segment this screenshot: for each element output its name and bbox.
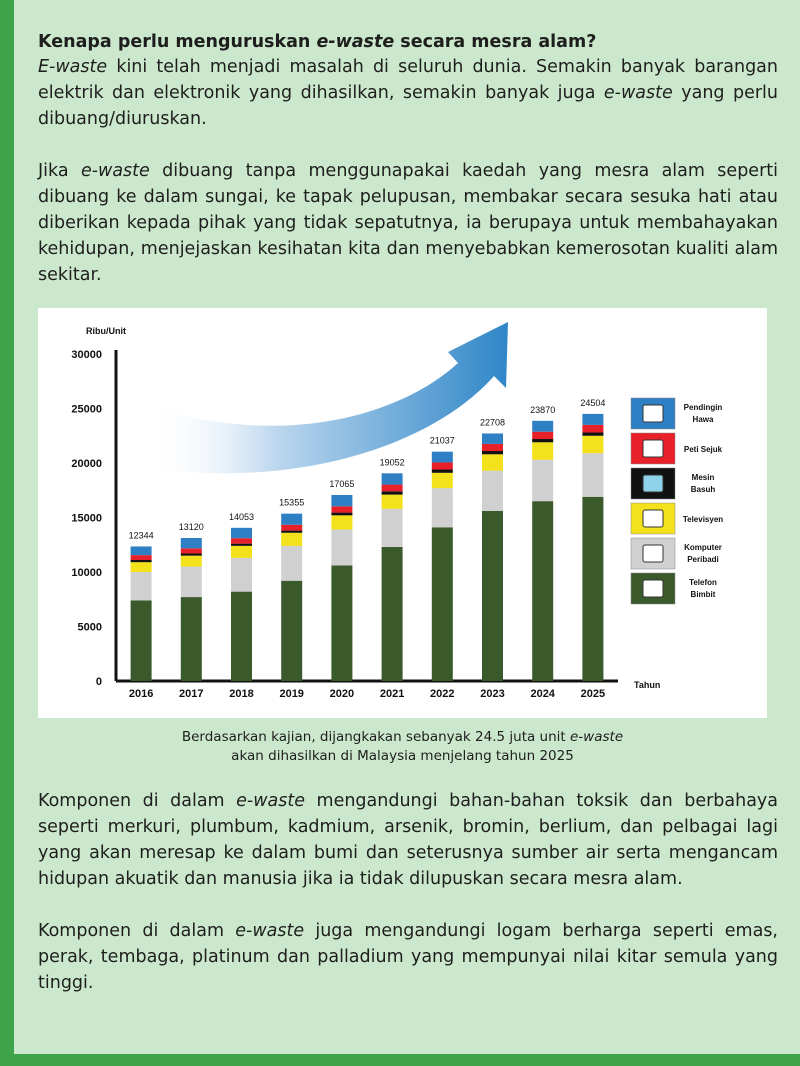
bar-segment xyxy=(482,444,503,451)
bar-segment xyxy=(231,544,252,546)
bar-total-label: 13120 xyxy=(178,521,204,532)
y-tick-label: 30000 xyxy=(71,349,102,361)
bar-segment xyxy=(532,421,553,432)
x-axis-label: Tahun xyxy=(634,680,661,690)
bar-segment xyxy=(181,567,202,598)
bar-segment xyxy=(331,529,352,565)
upper-text xyxy=(38,30,778,288)
bar-segment xyxy=(532,442,553,459)
bar-segment xyxy=(231,558,252,592)
bar-segment xyxy=(181,597,202,681)
legend-label: Peribadi xyxy=(687,555,719,564)
chart-caption: Berdasarkan kajian, dijangkakan sebanyak 24.5 juta unit e-waste akan dihasilkan di Malaysia menjelang tahun 2025 xyxy=(181,729,624,764)
bar-segment xyxy=(331,513,352,516)
left-accent-stripe xyxy=(0,0,14,1066)
bar-segment xyxy=(482,454,503,470)
bar-segment xyxy=(482,471,503,511)
bar-segment xyxy=(382,473,403,484)
legend-label: Bimbit xyxy=(690,590,716,599)
bar-segment xyxy=(482,451,503,454)
bar-total-label: 21037 xyxy=(429,435,455,446)
bar-segment xyxy=(281,533,302,546)
paragraph-2: Jika e-waste dibuang tanpa menggunapakai kaedah yang mesra alam seperti dibuang ke dalam sungai, ke tapak pelupusan, membakar secara sesuka hati atau diberikan kepada pihak yang tidak sepatutnya, ia berupaya untuk membahayakan kehidupan, menjejaskan kesihatan kita dan menyebabkan kemerosotan kualiti alam sekitar. xyxy=(38,161,778,285)
bar-segment xyxy=(582,436,603,453)
bar-segment xyxy=(331,506,352,512)
x-tick-label: 2017 xyxy=(179,688,204,700)
x-tick-label: 2019 xyxy=(279,688,304,700)
legend-label: Pendingin xyxy=(683,403,723,412)
bar-segment xyxy=(532,501,553,681)
bar-segment xyxy=(131,562,152,572)
bar-segment xyxy=(382,491,403,494)
bar-segment xyxy=(482,511,503,681)
bar-segment xyxy=(582,414,603,425)
bar-total-label: 24504 xyxy=(580,397,606,408)
bar-segment xyxy=(432,452,453,463)
legend-label: Komputer xyxy=(684,543,722,552)
legend-label: Mesin xyxy=(691,473,715,482)
page-heading: Kenapa perlu menguruskan e-waste secara mesra alam? xyxy=(38,32,597,52)
y-tick-label: 10000 xyxy=(71,567,102,579)
bar-segment xyxy=(482,433,503,443)
refrigerator-icon xyxy=(643,440,663,457)
bar-segment xyxy=(432,470,453,473)
bar-segment xyxy=(382,509,403,547)
bar-segment xyxy=(331,565,352,681)
y-tick-label: 5000 xyxy=(77,621,102,634)
bar-segment xyxy=(432,473,453,488)
bar-segment xyxy=(131,600,152,681)
bar-total-label: 22708 xyxy=(479,417,506,428)
x-tick-label: 2018 xyxy=(229,688,254,700)
bar-segment xyxy=(382,495,403,509)
bar-segment xyxy=(532,439,553,442)
paragraph-1: E-waste kini telah menjadi masalah di seluruh dunia. Semakin banyak barangan elektrik dan elektronik yang dihasilkan, semakin banyak juga e-waste yang perlu dibuang/diuruskan. xyxy=(38,57,778,129)
bar-segment xyxy=(382,485,403,492)
bar-segment xyxy=(281,546,302,581)
mobile-phone-icon xyxy=(643,580,663,597)
bar-segment xyxy=(432,488,453,527)
y-axis-label: Ribu/Unit xyxy=(86,326,126,336)
bar-segment xyxy=(281,514,302,525)
ewaste-chart xyxy=(38,308,767,718)
bar-total-label: 17065 xyxy=(329,478,355,489)
bar-segment xyxy=(331,515,352,529)
television-icon xyxy=(643,510,663,527)
bar-segment xyxy=(131,572,152,600)
laptop-icon xyxy=(643,545,663,562)
x-tick-label: 2020 xyxy=(329,688,355,700)
trend-arrow xyxy=(150,322,508,473)
paragraph-3: Komponen di dalam e-waste mengandungi bahan-bahan toksik dan berbahaya seperti merkuri, plumbum, kadmium, arsenik, bromin, berlium, dan pelbagai lagi yang akan meresap ke dalam bumi dan seterusnya sumber air serta mengancam hidupan akuatik dan manusia jika ia tidak dilupuskan secara mesra alam. xyxy=(38,791,779,889)
bar-segment xyxy=(131,555,152,560)
bar-segment xyxy=(231,592,252,681)
legend-label: Basuh xyxy=(690,485,716,494)
bar-segment xyxy=(582,432,603,435)
bar-segment xyxy=(582,453,603,497)
x-tick-label: 2016 xyxy=(128,688,154,700)
bar-total-label: 12344 xyxy=(128,530,154,541)
bar-segment xyxy=(432,462,453,469)
washing-machine-icon xyxy=(643,475,663,492)
legend-label: Telefon xyxy=(689,578,717,587)
legend-label: Peti Sejuk xyxy=(683,445,723,454)
bar-segment xyxy=(582,425,603,433)
bar-segment xyxy=(181,553,202,555)
bar-segment xyxy=(231,528,252,538)
bar-total-label: 15355 xyxy=(279,497,305,508)
lower-text xyxy=(38,788,778,996)
x-tick-label: 2025 xyxy=(580,688,606,700)
bar-segment xyxy=(281,531,302,533)
x-tick-label: 2023 xyxy=(480,688,505,700)
bar-segment xyxy=(281,581,302,681)
x-tick-label: 2021 xyxy=(379,688,405,700)
bar-segment xyxy=(532,432,553,439)
legend-label: Hawa xyxy=(692,415,714,424)
bar-segment xyxy=(131,546,152,555)
chart-svg xyxy=(38,308,767,718)
legend-label: Televisyen xyxy=(682,515,724,524)
bar-segment xyxy=(281,525,302,531)
bar-segment xyxy=(231,546,252,558)
bar-segment xyxy=(331,495,352,506)
y-tick-label: 15000 xyxy=(71,512,102,525)
bar-segment xyxy=(231,538,252,543)
air-conditioner-icon xyxy=(643,405,663,422)
bar-segment xyxy=(532,460,553,501)
bar-total-label: 19052 xyxy=(379,457,405,468)
bar-segment xyxy=(432,527,453,681)
x-tick-label: 2022 xyxy=(430,688,455,700)
bar-segment xyxy=(181,556,202,567)
bar-segment xyxy=(181,538,202,548)
bar-segment xyxy=(181,548,202,553)
bar-segment xyxy=(382,547,403,681)
bottom-accent-stripe xyxy=(0,1054,800,1066)
bar-total-label: 14053 xyxy=(228,511,255,522)
paragraph-4: Komponen di dalam e-waste juga mengandungi logam berharga seperti emas, perak, tembaga, platinum dan palladium yang mempunyai nilai kitar semula yang tinggi. xyxy=(38,921,778,993)
x-tick-label: 2024 xyxy=(530,688,555,700)
y-tick-label: 20000 xyxy=(71,458,102,470)
y-tick-label: 25000 xyxy=(71,403,102,416)
bar-segment xyxy=(131,560,152,562)
bar-segment xyxy=(582,497,603,681)
bar-total-label: 23870 xyxy=(530,404,556,415)
y-tick-label: 0 xyxy=(95,676,102,688)
